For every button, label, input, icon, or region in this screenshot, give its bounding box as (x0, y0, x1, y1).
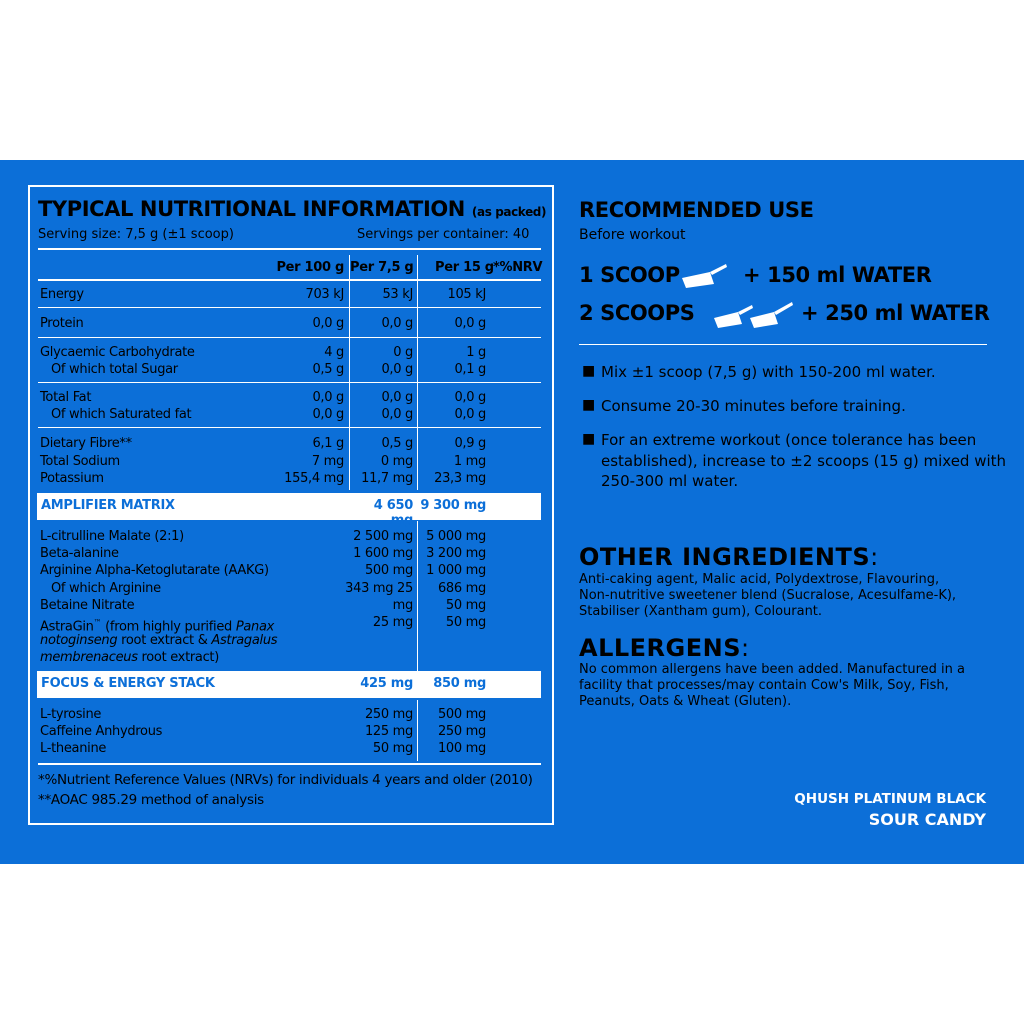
divider (38, 337, 541, 338)
cell-value: 0,0 g (312, 390, 344, 405)
cell-value: 11,7 mg (361, 471, 413, 486)
one-scoop-water: + 150 ml WATER (743, 263, 932, 287)
recommended-use-subtitle: Before workout (579, 227, 686, 243)
cell-value: 0,0 g (312, 316, 344, 331)
footnote-nrv: *%Nutrient Reference Values (NRVs) for individuals 4 years and older (2010) (38, 772, 533, 788)
cell-value: 25 mg (372, 615, 413, 630)
amplifier-matrix-band (37, 493, 541, 528)
cell-value: 100 mg (437, 741, 486, 756)
divider (38, 279, 541, 281)
cell-value: 0,5 g (381, 436, 413, 451)
bullet-text-line: 250-300 ml water. (601, 472, 739, 490)
cell-value: 6,1 g (312, 436, 344, 451)
cell-value: 1 000 mg (426, 563, 486, 578)
bullet-text-line: For an extreme workout (once tolerance has been (601, 431, 977, 449)
divider (38, 382, 541, 383)
cell-value: 250 mg (364, 707, 413, 722)
cell-value: 3 200 mg (426, 546, 486, 561)
one-scoop-label: 1 SCOOP (579, 263, 680, 287)
row-label: Energy (40, 287, 84, 302)
allergens-line: Peanuts, Oats & Wheat (Gluten). (579, 694, 792, 709)
divider (38, 248, 541, 250)
bullet-text: Consume 20-30 minutes before training. (601, 397, 906, 415)
row-label: Of which Arginine (51, 581, 161, 596)
allergens-line: facility that processes/may contain Cow's Milk, Soy, Fish, (579, 678, 949, 693)
row-label: Dietary Fibre** (40, 436, 132, 451)
other-ingredients-line: Anti-caking agent, Malic acid, Polydextrose, Flavouring, (579, 572, 940, 587)
column-divider (417, 255, 418, 490)
cell-value: 2 500 mg (353, 529, 413, 544)
allergens-title: ALLERGENS: (579, 634, 750, 662)
cell-value: 5 000 mg (426, 529, 486, 544)
header-per-100g: Per 100 g (276, 260, 344, 275)
row-label: Caffeine Anhydrous (40, 724, 163, 739)
cell-value: 0,1 g (454, 362, 486, 377)
cell-value: mg (392, 598, 413, 613)
cell-value: 0 mg (380, 454, 413, 469)
other-ingredients-title: OTHER INGREDIENTS: (579, 543, 879, 571)
header-nrv: *%NRV (493, 260, 543, 275)
amplifier-matrix-label: AMPLIFIER MATRIX (41, 498, 175, 513)
header-per-15g: Per 15 g (435, 260, 494, 275)
row-label: L-citrulline Malate (2:1) (40, 529, 184, 544)
brand-flavour: SOUR CANDY (868, 810, 986, 829)
scoop-icon (680, 258, 728, 288)
divider (579, 344, 987, 345)
bullet-text-line: established), increase to ±2 scoops (15 g) mixed with (601, 452, 1007, 470)
cell-value: 50 mg (372, 741, 413, 756)
cell-value: 686 mg (437, 581, 486, 596)
row-label: Arginine Alpha-Ketoglutarate (AAKG) (40, 563, 269, 578)
cell-value: 250 mg (437, 724, 486, 739)
row-label: L-theanine (40, 741, 107, 756)
serving-size: Serving size: 7,5 g (±1 scoop) (38, 227, 234, 242)
cell-value: 0,0 g (454, 316, 486, 331)
cell-value: 0,0 g (312, 407, 344, 422)
recommended-use-title: RECOMMENDED USE (579, 198, 814, 222)
footnote-aoac: **AOAC 985.29 method of analysis (38, 792, 264, 808)
cell-value: 23,3 mg (434, 471, 486, 486)
cell-value: 105 kJ (447, 287, 486, 302)
two-scoops-label: 2 SCOOPS (579, 301, 695, 325)
amplifier-matrix-v75: 4 650 mg (373, 498, 413, 528)
focus-energy-v75: 425 mg (360, 676, 413, 691)
cell-value: 0 g (393, 345, 413, 360)
cell-value: 4 g (324, 345, 344, 360)
bullet-icon: ■ (582, 363, 596, 379)
cell-value: 0,0 g (381, 316, 413, 331)
divider (38, 307, 541, 308)
astragin-line-2: notoginseng root extract & Astragalus (40, 633, 278, 648)
nutrition-title: TYPICAL NUTRITIONAL INFORMATION (as packed) (38, 197, 547, 221)
row-label: L-tyrosine (40, 707, 102, 722)
bullet-icon: ■ (582, 431, 596, 447)
divider (38, 763, 541, 765)
cell-value: 343 mg 25 (345, 581, 413, 596)
bullet-text: Mix ±1 scoop (7,5 g) with 150-200 ml water. (601, 363, 936, 381)
two-scoops-icon (712, 296, 796, 330)
cell-value: 0,0 g (454, 407, 486, 422)
cell-value: 500 mg (364, 563, 413, 578)
two-scoops-water: + 250 ml WATER (801, 301, 990, 325)
cell-value: 0,5 g (312, 362, 344, 377)
cell-value: 50 mg (445, 598, 486, 613)
row-label: Of which total Sugar (51, 362, 178, 377)
cell-value: 0,0 g (381, 362, 413, 377)
row-label: Total Sodium (40, 454, 120, 469)
astragin-line-1: AstraGin™ (from highly purified Panax (40, 618, 275, 635)
column-divider (417, 521, 418, 671)
cell-value: 703 kJ (305, 287, 344, 302)
allergens-line: No common allergens have been added. Manufactured in a (579, 662, 965, 677)
row-label: Glycaemic Carbohydrate (40, 345, 195, 360)
other-ingredients-line: Non-nutritive sweetener blend (Sucralose, Acesulfame-K), (579, 588, 957, 603)
cell-value: 50 mg (445, 615, 486, 630)
cell-value: 1 mg (453, 454, 486, 469)
cell-value: 7 mg (311, 454, 344, 469)
cell-value: 500 mg (437, 707, 486, 722)
nutrition-title-suffix: (as packed) (471, 205, 547, 219)
astragin-line-3: membrenaceus root extract) (40, 650, 220, 665)
row-label: Beta-alanine (40, 546, 119, 561)
bullet-icon: ■ (582, 397, 596, 413)
cell-value: 125 mg (364, 724, 413, 739)
row-label: Total Fat (40, 390, 92, 405)
cell-value: 53 kJ (382, 287, 413, 302)
cell-value: 1 600 mg (353, 546, 413, 561)
column-divider (417, 700, 418, 761)
divider (38, 427, 541, 428)
other-ingredients-line: Stabiliser (Xantham gum), Colourant. (579, 604, 823, 619)
row-label: Betaine Nitrate (40, 598, 135, 613)
cell-value: 1 g (466, 345, 486, 360)
cell-value: 155,4 mg (284, 471, 344, 486)
amplifier-matrix-v15: 9 300 mg (420, 498, 486, 513)
cell-value: 0,0 g (454, 390, 486, 405)
focus-energy-label: FOCUS & ENERGY STACK (41, 676, 215, 691)
focus-energy-band (37, 671, 541, 698)
brand-product-name: QHUSH PLATINUM BLACK (794, 791, 986, 807)
cell-value: 0,0 g (381, 407, 413, 422)
cell-value: 0,0 g (381, 390, 413, 405)
row-label: Protein (40, 316, 84, 331)
cell-value: 0,9 g (454, 436, 486, 451)
servings-per-container: Servings per container: 40 (357, 227, 530, 242)
row-label: Potassium (40, 471, 104, 486)
header-per-7-5g: Per 7,5 g (350, 260, 414, 275)
row-label: Of which Saturated fat (51, 407, 192, 422)
focus-energy-v15: 850 mg (433, 676, 486, 691)
